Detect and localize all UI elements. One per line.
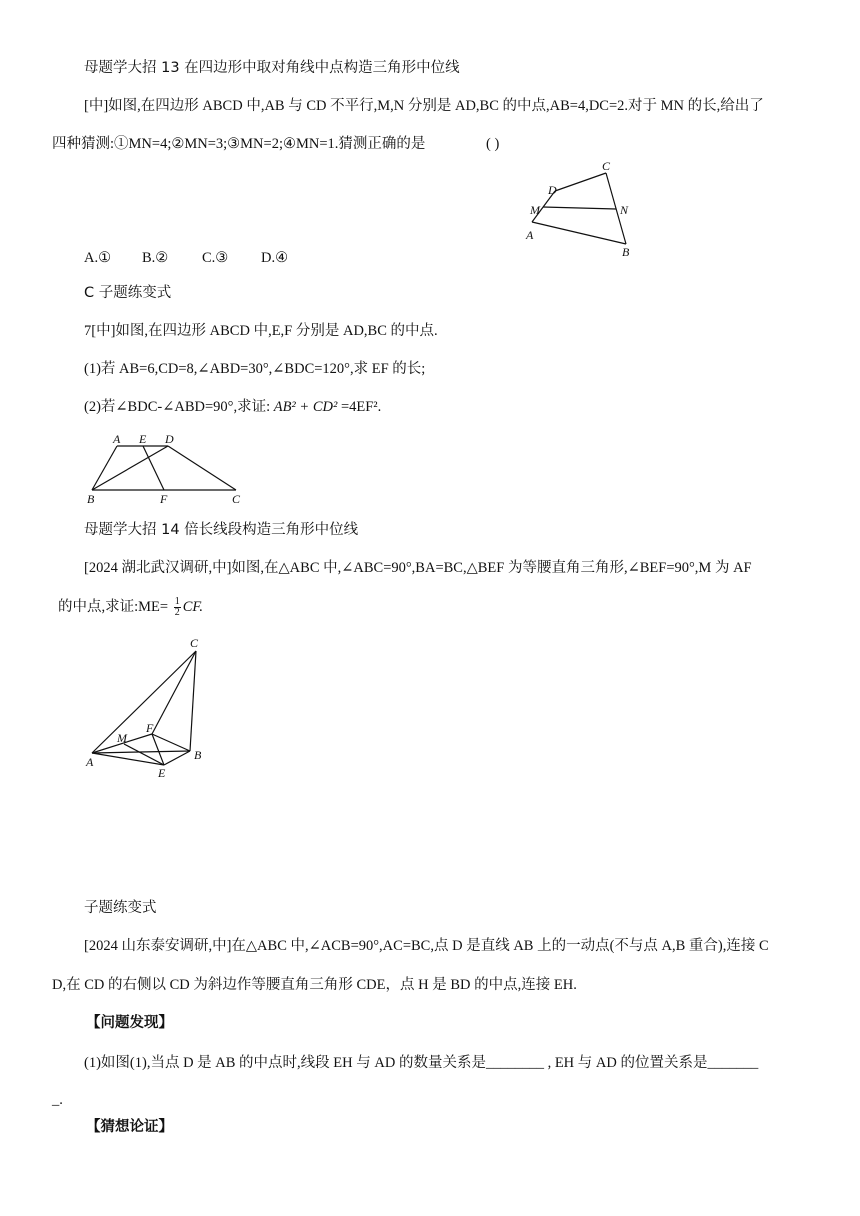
label-c: C [602, 160, 611, 173]
problem-13-line1: [中]如图,在四边形 ABCD 中,AB 与 CD 不平行,M,N 分别是 AD,BC 的中点,AB=4,DC=2.对于 MN 的长,给出了 [84, 98, 764, 114]
figure-quadrilateral-mn [520, 160, 640, 260]
question-1-line1: (1)如图(1),当点 D 是 AB 的中点时,线段 EH 与 AD 的数量关系是________ , EH 与 AD 的位置关系是_______ [84, 1055, 759, 1071]
line2-prefix: 的中点,求证:ME= [58, 599, 172, 615]
option-b: B.② [142, 250, 169, 266]
label-f: F [146, 721, 154, 735]
label-c: C [232, 492, 241, 506]
label-a: A [526, 228, 534, 242]
subheading-conjecture: 【猜想论证】 [86, 1119, 173, 1135]
label-a: A [113, 432, 121, 446]
part2-math: AB² + CD² [273, 399, 338, 415]
label-a: A [86, 755, 94, 769]
problem-13-line2: 四种猜测:①MN=4;②MN=3;③MN=2;④MN=1.猜测正确的是 [52, 136, 426, 152]
segment-ef [143, 446, 164, 490]
segment-ab [532, 222, 626, 244]
option-c: C.③ [202, 250, 229, 266]
problem-7-part1: (1)若 AB=6,CD=8,∠ABD=30°,∠BDC=120°,求 EF 的长; [84, 361, 426, 377]
section-heading-13: 母题学大招 13 在四边形中取对角线中点构造三角形中位线 [84, 60, 460, 76]
question-1-line2: _. [52, 1092, 63, 1108]
segment-bd [92, 446, 168, 490]
segment-dc [168, 446, 236, 490]
subheading-discovery: 【问题发现】 [86, 1015, 173, 1031]
label-e: E [139, 432, 147, 446]
segment-cf [152, 651, 196, 734]
segment-cb [190, 651, 196, 751]
segment-dc [555, 173, 606, 191]
line2-suffix: CF. [182, 599, 204, 615]
fraction-half [174, 597, 181, 618]
part2-suffix: =4EF². [337, 399, 382, 415]
label-c: C [190, 636, 199, 650]
problem-4-line1: [2024 山东泰安调研,中]在△ABC 中,∠ACB=90°,AC=BC,点 D 是直线 AB 上的一动点(不与点 A,B 重合),连接 C [84, 938, 769, 954]
label-d: D [165, 432, 174, 446]
option-d: D.④ [261, 250, 289, 266]
label-f: F [160, 492, 168, 506]
label-b: B [194, 748, 202, 762]
problem-7-intro: 7[中]如图,在四边形 ABCD 中,E,F 分别是 AD,BC 的中点. [84, 323, 438, 339]
segment-eb [164, 751, 190, 765]
label-e: E [158, 766, 166, 780]
problem-4-line2: D,在 CD 的右侧以 CD 为斜边作等腰直角三角形 CDE，点 H 是 BD 的中点,连接 EH. [52, 977, 577, 993]
option-a: A.① [84, 250, 112, 266]
label-m: M [117, 731, 127, 745]
frac-denominator: 2 [174, 607, 180, 619]
problem-7-part2 [84, 397, 381, 417]
section-heading-14: 母题学大招 14 倍长线段构造三角形中位线 [84, 522, 359, 538]
label-b: B [622, 245, 630, 259]
problem-14-line2 [58, 597, 203, 618]
label-m: M [530, 203, 540, 217]
figure-triangle-abc [82, 634, 212, 782]
problem-14-line1: [2024 湖北武汉调研,中]如图,在△ABC 中,∠ABC=90°,BA=BC,△BEF 为等腰直角三角形,∠BEF=90°,M 为 AF [84, 560, 752, 576]
section-heading-sub: 子题练变式 [84, 900, 157, 916]
segment-mn [543, 207, 616, 209]
frac-numerator: 1 [174, 596, 180, 608]
label-n: N [620, 203, 629, 217]
part2-prefix: (2)若∠BDC-∠ABD=90°,求证: [84, 399, 274, 415]
answer-paren: ( ) [486, 136, 500, 152]
figure-quadrilateral-ef [82, 432, 252, 508]
label-b: B [87, 492, 95, 506]
section-heading-c: C 子题练变式 [84, 285, 172, 301]
label-d: D [548, 183, 557, 197]
segment-ac [92, 651, 196, 753]
